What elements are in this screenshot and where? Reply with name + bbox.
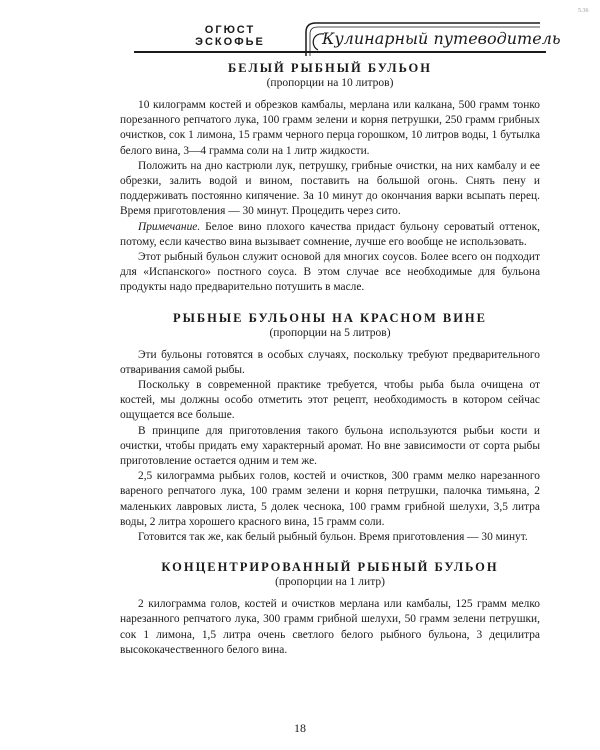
author-name — [150, 24, 310, 48]
practice-paragraph: Поскольку в современной практике требуется, чтобы рыба была очищена от костей, мы должны особо отметить этот рецепт, необходимость в котором сейчас ощущается все больше. — [120, 379, 540, 422]
section-gap — [120, 296, 540, 310]
ingredients-paragraph: 2,5 килограмма рыбьих голов, костей и очистков, 300 грамм мелко нарезанного вареного репчатого лука, 100 грамм зелени и корня петрушки, палочка тимьяна, 2 маленьких лавровых листа, 5 долек чеснока, 100 грамм грибной шелухи, 3,5 литра воды, 2 литра хорошего красного вина, 15 грамм соли. — [120, 470, 540, 528]
section-proportions: (пропорции на 1 литр) — [275, 576, 385, 589]
section-proportions: (пропорции на 5 литров) — [269, 326, 391, 339]
section-gap — [120, 545, 540, 559]
recipe-concentrated-fish-broth — [120, 559, 540, 658]
author-last-name: ЭСКОФЬЕ — [195, 36, 265, 48]
section-proportions: (пропорции на 10 литров) — [266, 77, 394, 89]
author-first-name: ОГЮСТ — [204, 24, 256, 36]
method-paragraph: Готовится так же, как белый рыбный бульон. Время приготовления — 30 минут. — [138, 531, 528, 544]
section-title: РЫБНЫЕ БУЛЬОНЫ НА КРАСНОМ ВИНЕ — [173, 310, 487, 325]
intro-paragraph: Эти бульоны готовятся в особых случаях, поскольку требуют предварительного отваривания самой рыбы. — [120, 348, 540, 376]
usage-paragraph: Этот рыбный бульон служит основой для многих соусов. Более всего он подходит для «Испанского» постного соуса. В этом случае все необходимые для бульона продукты надо предварительно потушить в масле. — [120, 251, 540, 294]
recipe-red-wine-fish-broths — [120, 310, 540, 546]
section-title: БЕЛЫЙ РЫБНЫЙ БУЛЬОН — [228, 61, 432, 75]
recipe-white-fish-broth — [120, 60, 540, 296]
section-title: КОНЦЕНТРИРОВАННЫЙ РЫБНЫЙ БУЛЬОН — [161, 560, 499, 575]
book-title: Кулинарный путеводитель — [322, 29, 561, 48]
note-label: Примечание. — [138, 220, 201, 233]
note-text: Белое вино плохого качества придаст бульону сероватый оттенок, потому, если качество вина вызывает сомнение, лучше его вообще не использовать. — [120, 220, 540, 248]
ingredients-paragraph: 2 килограмма голов, костей и очистков мерлана или камбалы, 125 грамм мелко нарезанного репчатого лука, 300 грамм грибной шелухи, 50 грамм зелени петрушки, сок 1 лимона, 1,5 литра очень светлого белого рыбного бульона, 3 децилитра высококачественного белого вина. — [120, 598, 540, 656]
ingredients-paragraph: 10 килограмм костей и обрезков камбалы, мерлана или калкана, 500 грамм тонко порезанного репчатого лука, 100 грамм зелени и корня петрушки, 250 грамм грибных очистков, сок 1 лимона, 15 грамм черного перца горошком, 10 литров воды, 1 бутылка белого вина, 3—4 грамма соли на 1 литр жидкости. — [120, 99, 540, 157]
page-content — [120, 60, 540, 658]
page-number: 18 — [294, 721, 306, 735]
book-title-frame — [302, 20, 561, 60]
note-paragraph — [120, 220, 540, 250]
running-header — [134, 18, 561, 66]
corner-mark: 5.36 — [578, 8, 589, 14]
principle-paragraph: В принципе для приготовления такого бульона используются рыбьи кости и очистки, чтобы придать ему характерный аромат. Но вне зависимости от сорта рыбы приготовление остается одним и тем же. — [120, 424, 540, 468]
method-paragraph: Положить на дно кастрюли лук, петрушку, грибные очистки, на них камбалу и ее обрезки, залить водой и вином, поставить на большой огонь. Снять пену и поддерживать постоянно кипячение. За 10 минут до окончания варки всыпать перец. Время приготовления — 30 минут. Процедить через сито. — [120, 159, 540, 218]
